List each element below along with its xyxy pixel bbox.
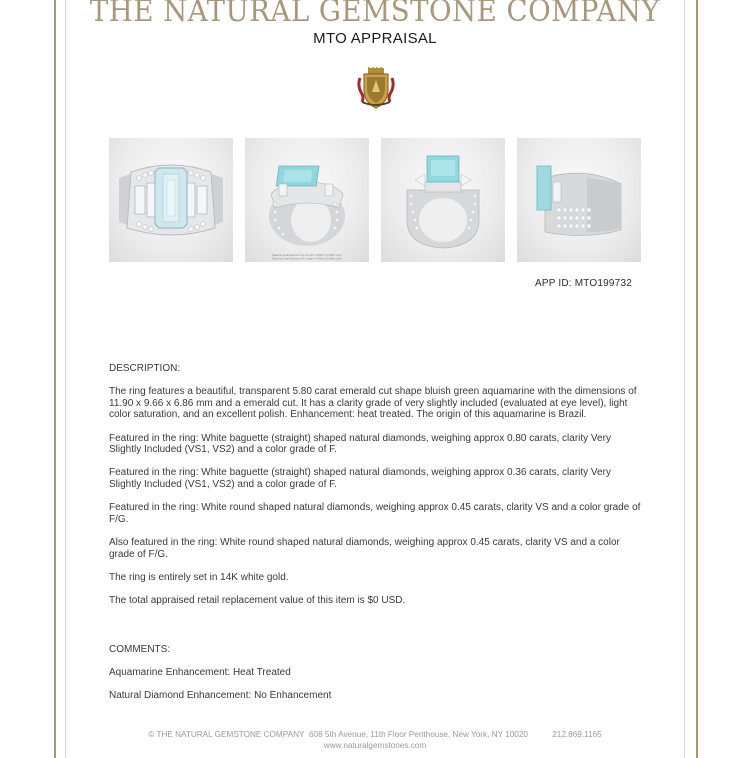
description-paragraph: Featured in the ring: White baguette (straight) shaped natural diamonds, weighing approx 0.80 carats, clarity Very Slightly Included (VS1, VS2) and a color grade of F. [109, 432, 611, 456]
description-section [109, 363, 644, 618]
company-title: THE NATURAL GEMSTONE COMPANY [89, 0, 661, 29]
description-paragraph: The ring is entirely set in 14K white gold. [109, 571, 289, 583]
ring-top-icon [109, 138, 233, 262]
comments-section [109, 644, 644, 714]
svg-text:Bearing Dual Diamond 'E' Lengt: Bearing Dual Diamond 'E' Length: 0.080ct (0.065ct min) [272, 253, 342, 257]
footer-copyright: © THE NATURAL GEMSTONE COMPANY [148, 730, 305, 739]
comments-heading: COMMENTS: [109, 644, 171, 655]
comment-item: Natural Diamond Enhancement: No Enhancement [109, 690, 332, 702]
description-paragraph: The total appraised retail replacement value of this item is $0 USD. [109, 594, 406, 606]
description-paragraph: The ring features a beautiful, transparent 5.80 carat emerald cut shape bluish green aquamarine with the dimensions of 11.90 x 9.66 x 6.86 mm and a emerald cut. It has a clarity grade of very slightly included (evaluated at eye level), light color saturation, and an excellent polish. Enhancement: heat treated. The origin of this aquamarine is Brazil. [109, 386, 637, 421]
ring-image-angled-view[interactable] [245, 138, 369, 262]
footer-address: 608 5th Avenue, 11th Floor Penthouse, New York, NY 10020 [309, 730, 528, 739]
crest-logo-icon [356, 66, 396, 110]
app-id: APP ID: MTO199732 [535, 278, 632, 289]
ring-image-side-view[interactable] [517, 138, 641, 262]
document-type-title: MTO APPRAISAL [313, 30, 437, 47]
ring-image-front-view[interactable] [381, 138, 505, 262]
ring-side-icon [517, 138, 641, 262]
ring-angled-icon [245, 138, 369, 262]
footer-website-link[interactable]: www.naturalgemstones.com [323, 741, 427, 750]
description-paragraph: Also featured in the ring: White round shaped natural diamonds, weighing approx 0.45 carats, clarity VS and a color grade of F/G. [109, 536, 620, 560]
footer-contact-line [0, 729, 750, 740]
description-paragraph: Featured in the ring: White baguette (straight) shaped natural diamonds, weighing approx 0.36 carats, clarity Very Slightly Included (VS1, VS2) and a color grade of F. [109, 467, 611, 490]
comment-item: Aquamarine Enhancement: Heat Treated [109, 667, 291, 679]
svg-text:Bearing Dual Diamond 'B' Lengt: Bearing Dual Diamond 'B' Length: 0.060ct (0.040ct min) [272, 256, 342, 261]
footer-phone[interactable]: 212.869.1165 [552, 730, 602, 739]
ring-image-top-view[interactable] [109, 138, 233, 262]
ring-front-icon [381, 138, 505, 262]
page-footer [0, 729, 750, 751]
description-paragraph: Featured in the ring: White round shaped natural diamonds, weighing approx 0.45 carats, clarity VS and a color grade of F/G. [109, 502, 641, 525]
description-heading: DESCRIPTION: [109, 363, 181, 374]
